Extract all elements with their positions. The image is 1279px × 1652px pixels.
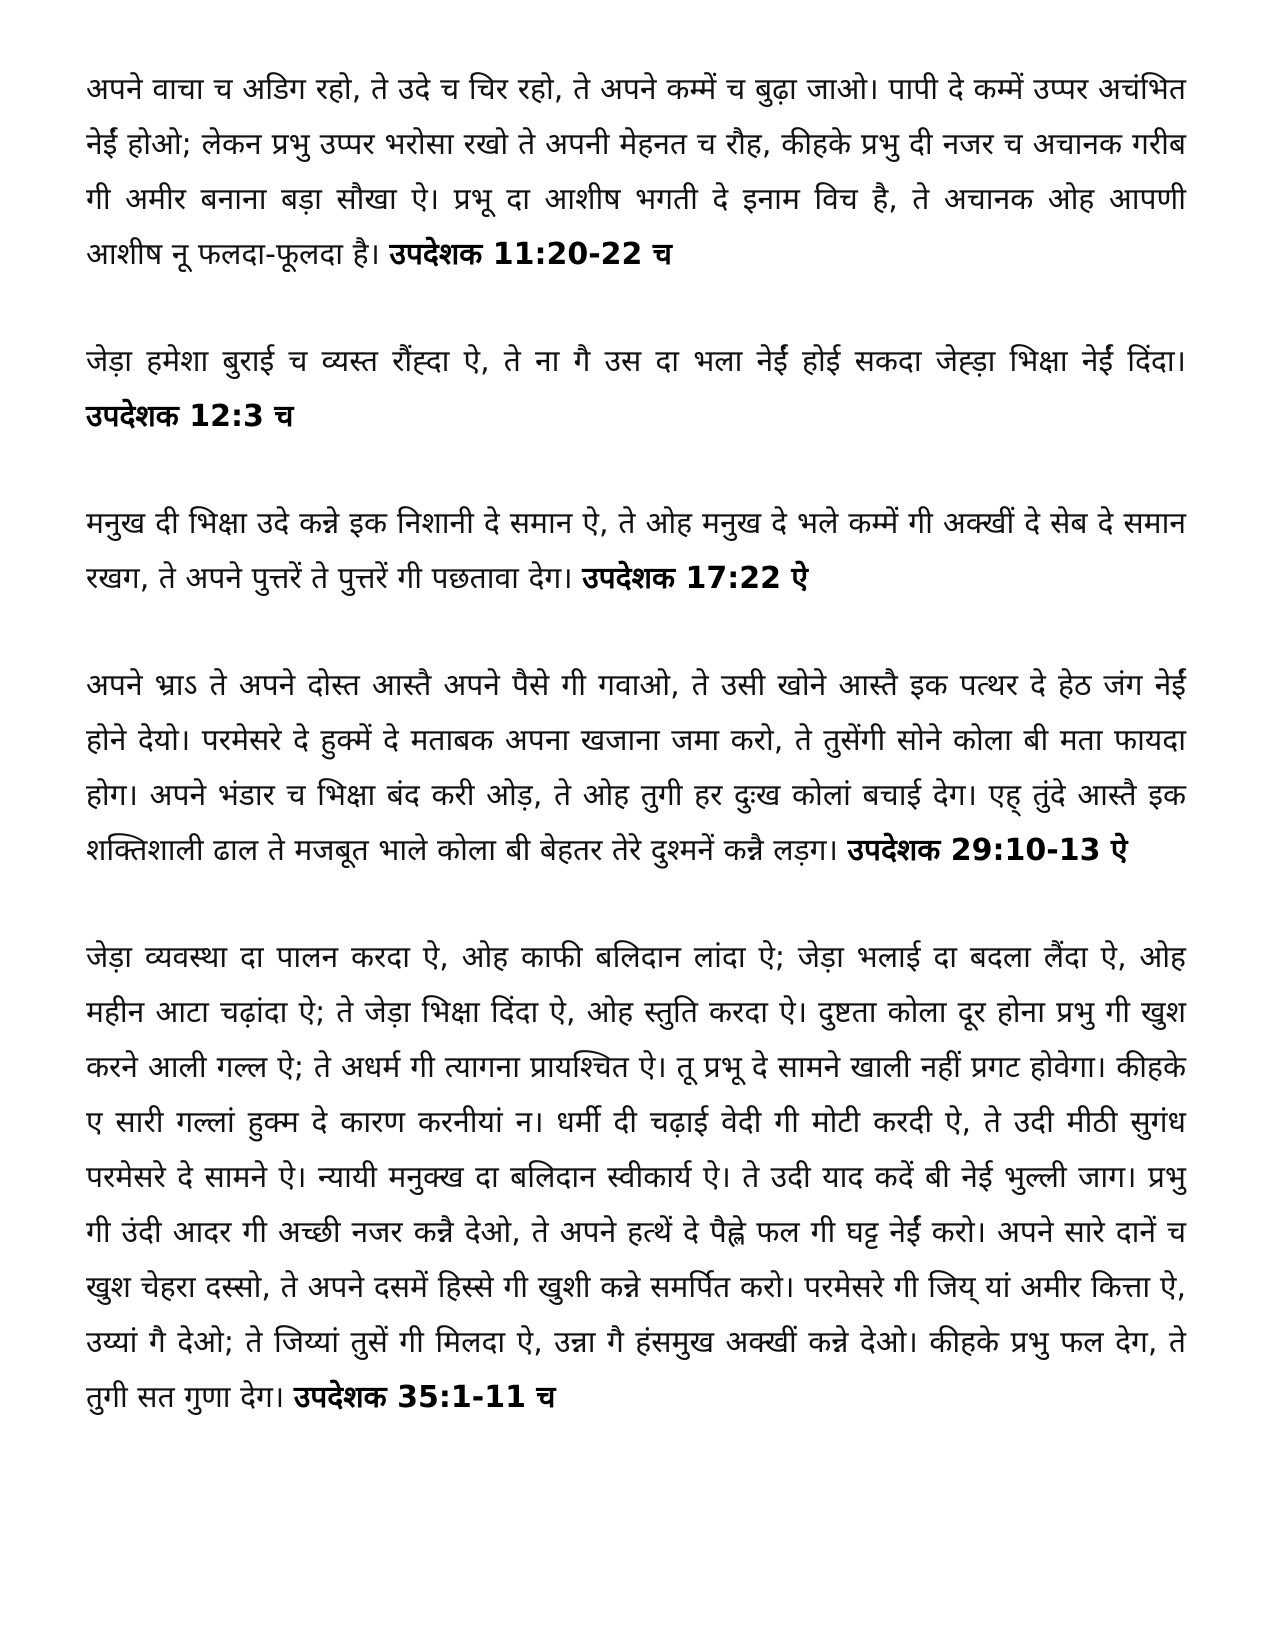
paragraph-text: मनुख दी भिक्षा उदे कन्ने इक निशानी दे समान ऐ, ते ओह मनुख दे भले कम्में गी अक्खीं दे सेब दे समान रखग, ते अपने पुत्तरें ते पुत्तरें गी पछतावा देग। [86,506,1186,596]
scripture-reference: उपदेशक 17:22 ऐ [582,561,809,596]
paragraph-5 [86,930,1186,1425]
paragraph-text: जेड़ा हमेशा बुराई च व्यस्त रौंह्दा ऐ, ते ना गै उस दा भला नेईं होई सकदा जेह्ड़ा भिक्षा नेईं दिंदा। [86,344,1186,379]
paragraph-text: अपने भ्राऽ ते अपने दोस्त आस्तै अपने पैसे गी गवाओ, ते उसी खोने आस्तै इक पत्थर दे हेठ जंग नेईं होने देयो। परमेसरे दे हुक्में दे मताबक अपना खजाना जमा करो, ते तुसेंगी सोने कोला बी मता फायदा होग। अपने भंडार च भिक्षा बंद करी ओड़, ते ओह तुगी हर दुःख कोलां बचाई देग। एह् तुंदे आस्तै इक शक्तिशाली ढाल ते मजबूत भाले कोला बी बेहतर तेरे दुश्मनें कन्नै लड़ग। [86,668,1186,868]
scripture-reference: उपदेशक 29:10-13 ऐ [847,833,1128,868]
paragraph-text: अपने वाचा च अडिग रहो, ते उदे च चिर रहो, ते अपने कम्में च बुढ़ा जाओ। पापी दे कम्में उप्पर अचंभित नेईं होओ; लेकन प्रभु उप्पर भरोसा रखो ते अपनी मेहनत च रौह, कीहके प्रभु दी नजर च अचानक गरीब गी अमीर बनाना बड़ा सौखा ऐ। प्रभू दा आशीष भगती दे इनाम विच है, ते अचानक ओह आपणी आशीष नू फलदा-फूलदा है। [86,72,1186,272]
scripture-reference: उपदेशक 11:20-22 च [389,237,672,272]
scripture-reference: उपदेशक 35:1-11 च [293,1380,556,1415]
paragraph-3 [86,496,1186,606]
paragraph-2 [86,334,1186,444]
scripture-reference: उपदेशक 12:3 च [86,399,294,434]
paragraph-4 [86,658,1186,878]
paragraph-text: जेड़ा व्यवस्था दा पालन करदा ऐ, ओह काफी बलिदान लांदा ऐ; जेड़ा भलाई दा बदला लैंदा ऐ, ओह महीन आटा चढ़ांदा ऐ; ते जेड़ा भिक्षा दिंदा ऐ, ओह स्तुति करदा ऐ। दुष्टता कोला दूर होना प्रभु गी खुश करने आली गल्ल ऐ; ते अधर्म गी त्यागना प्रायश्चित ऐ। तू प्रभू दे सामने खाली नहीं प्रगट होवेगा। कीहके ए सारी गल्लां हुक्म दे कारण करनीयां न। धर्मी दी चढ़ाई वेदी गी मोटी करदी ऐ, ते उदी मीठी सुगंध परमेसरे दे सामने ऐ। न्यायी मनुक्ख दा बलिदान स्वीकार्य ऐ। ते उदी याद कदें बी नेई भुल्ली जाग। प्रभु गी उंदी आदर गी अच्छी नजर कन्नै देओ, ते अपने हत्थें दे पैह्ले फल गी घट्ट नेईं करो। अपने सारे दानें च खुश चेहरा दस्सो, ते अपने दसमें हिस्से गी खुशी कन्ने समर्पित करो। परमेसरे गी जिय् यां अमीर कित्ता ऐ, उय्यां गै देओ; ते जिय्यां तुसें गी मिलदा ऐ, उन्ना गै हंसमुख अक्खीं कन्ने देओ। कीहके प्रभु फल देग, ते तुगी सत गुणा देग। [86,940,1186,1415]
document-page [86,62,1186,1477]
paragraph-1 [86,62,1186,282]
